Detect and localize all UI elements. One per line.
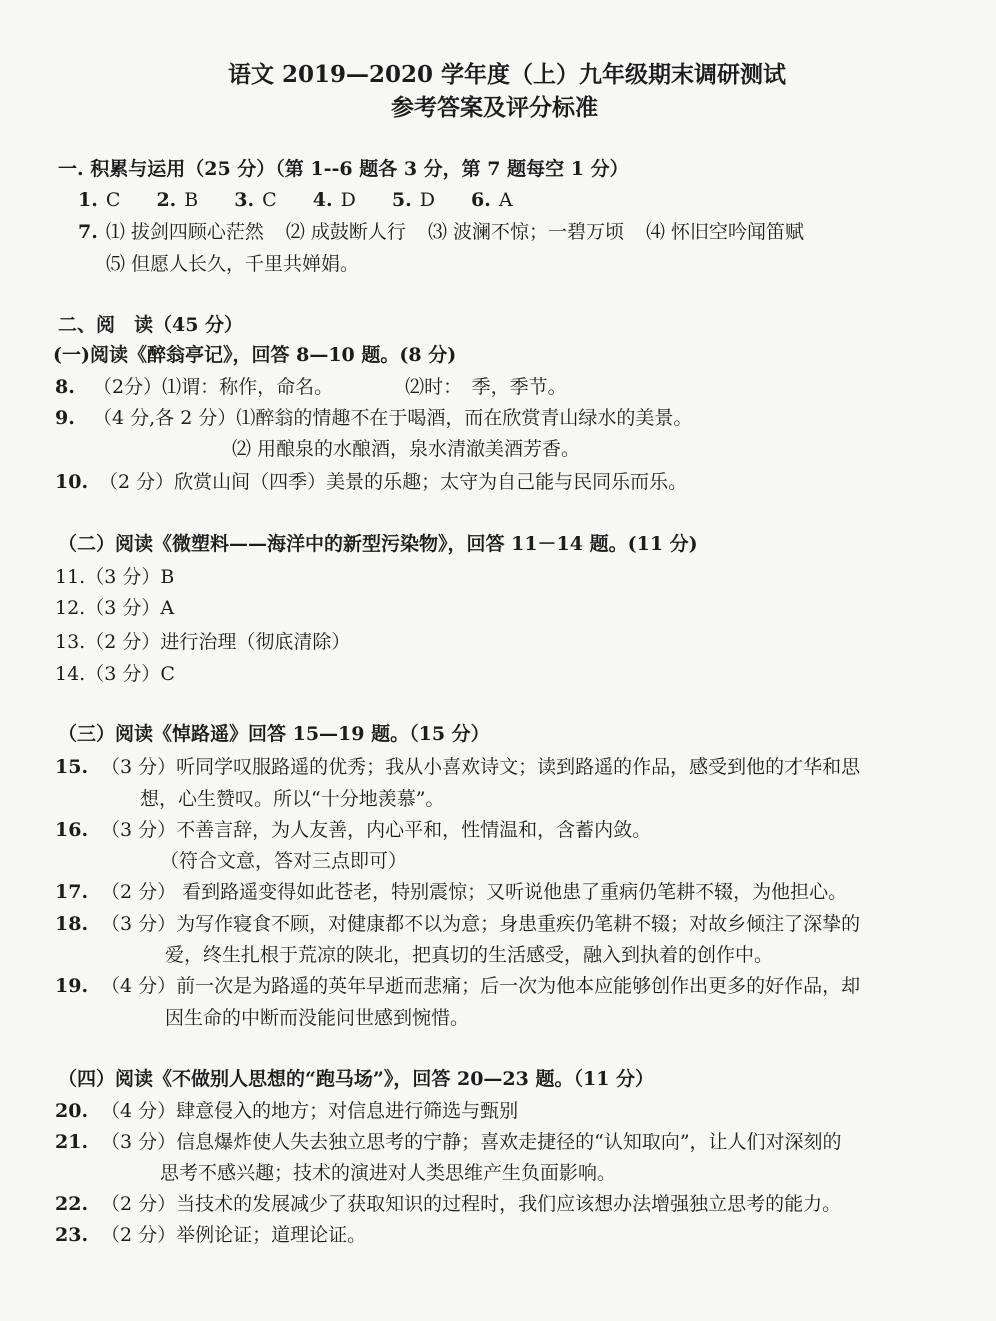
question-number: 20. xyxy=(55,1100,89,1122)
mc-answer-2 xyxy=(156,188,198,212)
q19-answer-line2: 因生命的中断而没能问世感到惋惜。 xyxy=(165,1007,470,1029)
page-subtitle: 参考答案及评分标准 xyxy=(391,94,598,121)
q7-answer-line2: ⑸ 但愿人长久，千里共婵娟。 xyxy=(106,253,360,275)
answer-text: D xyxy=(419,189,435,211)
mc-answers-row xyxy=(78,188,543,212)
part4-heading: （四）阅读《不做别人思想的“跑马场”》，回答 20—23 题。（11 分） xyxy=(58,1068,655,1090)
part1-heading: (一)阅读《醉翁亭记》，回答 8—10 题。(8 分) xyxy=(53,344,457,366)
answer-text: （3 分）A xyxy=(85,597,175,619)
mc-answer-3 xyxy=(234,188,276,212)
question-number: 9. xyxy=(55,407,75,429)
answer-text: （3 分）不善言辞，为人友善，内心平和，性情温和，含蓄内敛。 xyxy=(101,819,652,841)
q15-answer-line2: 想，心生赞叹。所以“十分地羡慕”。 xyxy=(140,788,445,810)
page-title: 语文 2019—2020 学年度（上）九年级期末调研测试 xyxy=(228,61,787,88)
q21-answer-line2: 思考不感兴趣；技术的演进对人类思维产生负面影响。 xyxy=(160,1162,617,1184)
q9-answer-line2: ⑵ 用酿泉的水酿酒，泉水清澈美酒芳香。 xyxy=(232,438,581,460)
q16-answer-note: （符合文意，答对三点即可） xyxy=(160,850,408,872)
question-number: 17. xyxy=(55,881,89,903)
q9-answer xyxy=(55,406,692,430)
mc-answer-1 xyxy=(78,188,120,212)
q13-answer xyxy=(55,630,350,654)
question-number: 10. xyxy=(55,471,89,493)
answer-text: C xyxy=(105,189,121,211)
answer-text: ⑴ 拔剑四顾心茫然 xyxy=(105,221,264,243)
q23-answer xyxy=(55,1223,366,1247)
answer-text: （3 分）听同学叹服路遥的优秀；我从小喜欢诗文；读到路遥的作品，感受到他的才华和思 xyxy=(101,756,861,778)
answer-text: （2分）⑴谓：称作，命名。 xyxy=(93,376,334,398)
answer-text: （2 分）举例论证；道理论证。 xyxy=(101,1224,367,1246)
q22-answer xyxy=(55,1192,841,1216)
part3-heading: （三）阅读《悼路遥》回答 15—19 题。（15 分） xyxy=(58,723,490,745)
section2-heading: 二、阅 读（45 分） xyxy=(58,314,244,336)
question-number: 4. xyxy=(312,189,333,211)
question-number: 16. xyxy=(55,819,89,841)
q20-answer xyxy=(55,1099,518,1123)
part2-heading: （二）阅读《微塑料——海洋中的新型污染物》，回答 11－14 题。(11 分) xyxy=(58,533,698,555)
question-number: 23. xyxy=(55,1224,89,1246)
q16-answer xyxy=(55,818,651,842)
answer-text: （4 分）前一次是为路遥的英年早逝而悲痛；后一次为他本应能够创作出更多的好作品，却 xyxy=(101,975,861,997)
answer-text: ⑵ 成鼓断人行 xyxy=(285,221,406,243)
question-number: 2. xyxy=(156,189,177,211)
question-number: 15. xyxy=(55,756,89,778)
answer-text: ⑵时： 季，季节。 xyxy=(405,376,567,398)
question-number: 7. xyxy=(78,221,98,243)
answer-text: （2 分） 看到路遥变得如此苍老，特别震惊；又听说他患了重病仍笔耕不辍，为他担心。 xyxy=(101,881,848,903)
question-number: 6. xyxy=(470,189,491,211)
question-number: 14. xyxy=(55,663,86,685)
q11-answer xyxy=(55,565,174,589)
question-number: 19. xyxy=(55,975,89,997)
mc-answer-5 xyxy=(392,188,435,212)
question-number: 11. xyxy=(55,566,86,588)
answer-text: ⑷ 怀旧空吟闻笛赋 xyxy=(645,221,805,243)
answer-text: （3 分）C xyxy=(85,663,175,685)
q7-answer-line1 xyxy=(78,220,804,244)
q18-answer xyxy=(55,912,860,936)
answer-text: （2 分）当技术的发展减少了获取知识的过程时，我们应该想办法增强独立思考的能力。 xyxy=(101,1193,842,1215)
q19-answer xyxy=(55,974,860,998)
question-number: 1. xyxy=(78,189,98,211)
answer-text: （3 分）信息爆炸使人失去独立思考的宁静；喜欢走捷径的“认知取向”，让人们对深刻的 xyxy=(101,1131,842,1153)
question-number: 22. xyxy=(55,1193,89,1215)
q17-answer xyxy=(55,880,847,904)
q15-answer xyxy=(55,755,860,779)
question-number: 18. xyxy=(55,913,89,935)
question-number: 3. xyxy=(234,189,255,211)
answer-text: A xyxy=(498,189,513,211)
question-number: 8. xyxy=(55,376,75,398)
answer-text: （2 分）进行治理（彻底清除） xyxy=(85,631,351,653)
question-number: 13. xyxy=(55,631,86,653)
q12-answer xyxy=(55,596,174,620)
answer-text: （4 分,各 2 分）⑴醉翁的情趣不在于喝酒，而在欣赏青山绿水的美景。 xyxy=(93,407,693,429)
answer-text: B xyxy=(184,189,199,211)
q14-answer xyxy=(55,662,175,686)
q18-answer-line2: 爱，终生扎根于荒凉的陕北，把真切的生活感受，融入到执着的创作中。 xyxy=(165,944,774,966)
question-number: 12. xyxy=(55,597,86,619)
answer-text: （4 分）肆意侵入的地方；对信息进行筛选与甄别 xyxy=(101,1100,519,1122)
q21-answer xyxy=(55,1130,842,1154)
mc-answer-4 xyxy=(313,188,356,212)
question-number: 21. xyxy=(55,1131,89,1153)
q10-answer xyxy=(55,470,687,494)
answer-text: ⑶ 波澜不惊；一碧万顷 xyxy=(427,221,624,243)
answer-text: D xyxy=(340,189,356,211)
answer-text: （3 分）B xyxy=(85,566,175,588)
section1-heading: 一. 积累与运用（25 分）（第 1--6 题各 3 分，第 7 题每空 1 分） xyxy=(58,158,629,180)
question-number: 5. xyxy=(391,189,412,211)
answer-text: （2 分）欣赏山间（四季）美景的乐趣；太守为自己能与民同乐而乐。 xyxy=(99,471,688,493)
mc-answer-6 xyxy=(471,188,513,212)
q8-answer xyxy=(55,375,567,399)
answer-text: C xyxy=(262,189,277,211)
answer-text: （3 分）为写作寝食不顾，对健康都不以为意；身患重疾仍笔耕不辍；对故乡倾注了深挚的 xyxy=(101,913,861,935)
